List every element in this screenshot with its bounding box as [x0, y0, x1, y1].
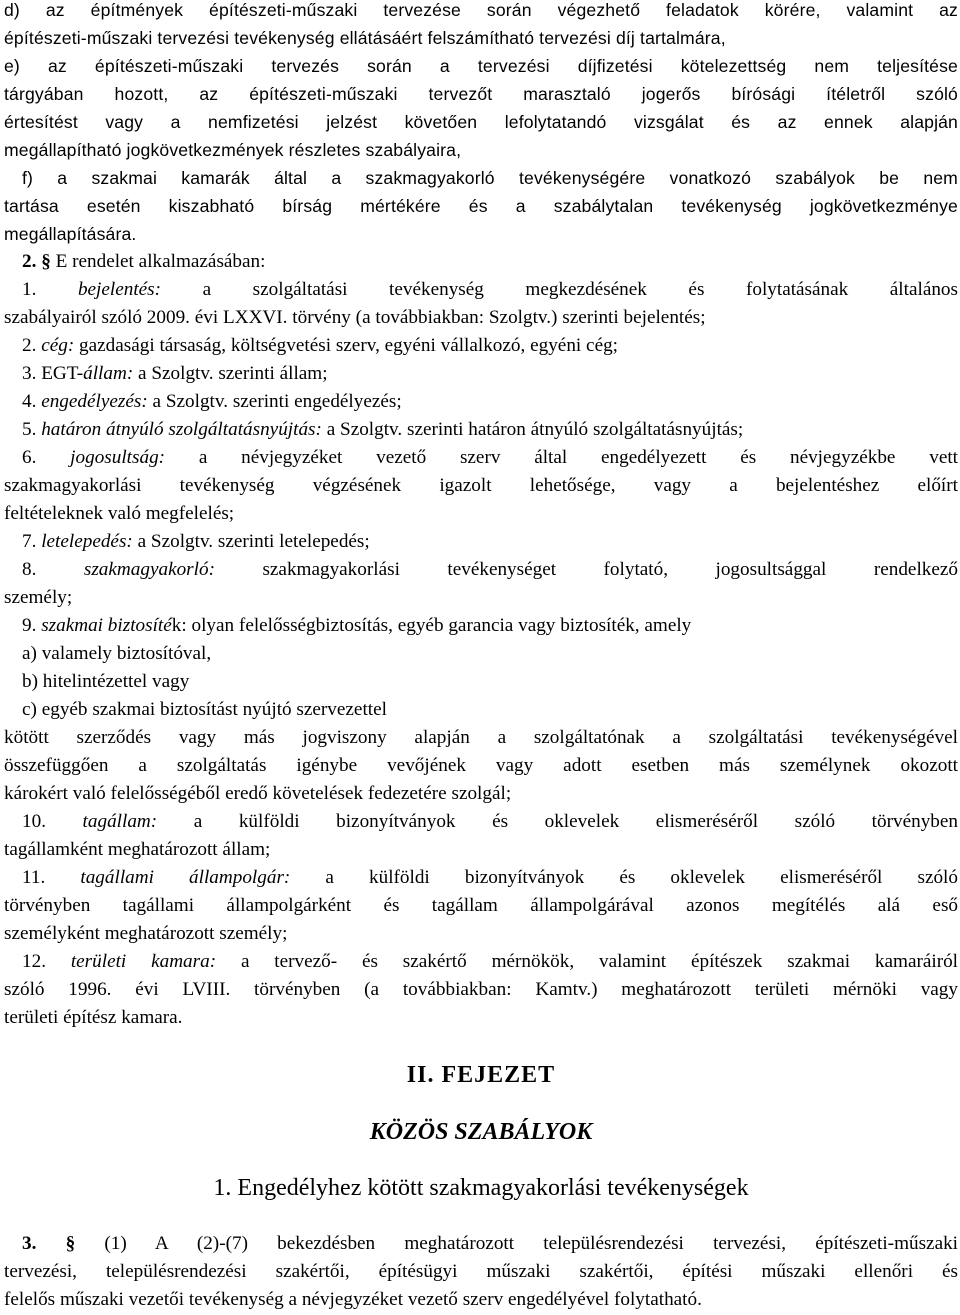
text-line: értesítést vagy a nemfizetési jelzést követően lefolytatandó vizsgálat és az ennek alapján — [4, 112, 958, 132]
definition-10 — [4, 808, 958, 864]
text-line: megállapítására. — [4, 224, 137, 244]
def-num: 10. — [22, 811, 83, 832]
section-intro: E rendelet alkalmazásában: — [50, 251, 266, 272]
text-line: felelős műszaki vezetői tevékenység a névjegyzéket vezető szerv engedélyével folytatható. — [4, 1289, 702, 1310]
def-term: bejelentés: — [77, 279, 162, 300]
def-term: szakmagyakorló: — [83, 559, 215, 580]
item-d — [4, 0, 958, 52]
definition-4 — [4, 388, 958, 416]
section-3-paragraph — [4, 1230, 958, 1314]
text-line: szóló 1996. évi LVIII. törvényben (a továbbiakban: Kamtv.) meghatározott területi mérnöki vagy — [4, 979, 958, 1000]
def-num: 8. — [22, 559, 84, 580]
def-term: letelepedés: — [41, 531, 133, 552]
def-text: a Szolgtv. szerinti határon átnyúló szolgáltatásnyújtás; — [321, 419, 744, 440]
text-line: összefüggően a szolgáltatás igénybe vevőjének vagy adott esetben más személynek okozott — [4, 755, 958, 776]
def-term: területi kamara: — [70, 951, 217, 972]
def-text: a külföldi bizonyítványok és oklevelek elismeréséről szóló törvényben — [157, 811, 958, 832]
text-line: személyként meghatározott személy; — [4, 923, 288, 944]
def-num: 1. — [22, 279, 78, 300]
def-num: 12. — [22, 951, 71, 972]
definition-12 — [4, 948, 958, 1032]
text-line: szakmagyakorlási tevékenység végzésének igazolt lehetősége, vagy a bejelentéshez előírt — [4, 475, 958, 496]
text-line: szabályairól szóló 2009. évi LXXVI. törvény (a továbbiakban: Szolgtv.) szerinti bejelentés; — [4, 307, 706, 328]
list-items-def — [4, 0, 958, 248]
def-num: 9. — [22, 615, 42, 636]
definition-2 — [4, 332, 958, 360]
item-f — [4, 164, 958, 248]
def-term: tagállam: — [82, 811, 158, 832]
def-text: k: olyan felelősségbiztosítás, egyéb garancia vagy biztosíték, amely — [171, 615, 692, 636]
def-term: jogosultság: — [70, 447, 166, 468]
section-title-block — [4, 1173, 958, 1203]
def-text: a szolgáltatási tevékenység megkezdésének és folytatásának általános — [161, 279, 958, 300]
def-term: határon átnyúló szolgáltatásnyújtás: — [41, 419, 322, 440]
def-num: 2. — [22, 335, 42, 356]
section-number: 3. — [22, 1233, 37, 1254]
sub-item-c: c) egyéb szakmai biztosítást nyújtó szervezettel — [22, 699, 387, 720]
def-text: a tervező- és szakértő mérnökök, valamint építészek szakmai kamaráiról — [216, 951, 959, 972]
section-sign: § — [36, 1233, 76, 1254]
text-line: kötött szerződés vagy más jogviszony alapján a szolgáltatónak a szolgáltatási tevékenységével — [4, 727, 958, 748]
item-e — [4, 52, 958, 164]
definition-3 — [4, 360, 958, 388]
sub-item-b: b) hitelintézettel vagy — [22, 671, 190, 692]
text-line: d) az építmények építészeti-műszaki tervezése során végezhető feladatok körére, valamint az — [4, 0, 958, 20]
def-num: 3. EGT- — [22, 363, 84, 384]
text-line: tárgyában hozott, az építészeti-műszaki tervezőt marasztaló jogerős bírósági ítéletről szóló — [4, 84, 958, 104]
definition-11 — [4, 864, 958, 948]
section-3 — [4, 1230, 958, 1314]
section-number: 2. — [22, 251, 37, 272]
def-text: a névjegyzéket vezető szerv által engedélyezett és névjegyzékbe vett — [165, 447, 958, 468]
def-num: 4. — [22, 391, 42, 412]
text-line: törvényben tagállami állampolgárként és tagállam állampolgárával azonos megítélés alá eső — [4, 895, 958, 916]
chapter-number: II. FEJEZET — [406, 1062, 556, 1088]
definition-5 — [4, 416, 958, 444]
chapter-heading — [4, 1060, 958, 1090]
text-line: területi építész kamara. — [4, 1007, 183, 1028]
def-text: a Szolgtv. szerinti állam; — [133, 363, 328, 384]
sub-item-a: a) valamely biztosítóval, — [22, 643, 212, 664]
def-term: cég: — [41, 335, 75, 356]
chapter-title: KÖZÖS SZABÁLYOK — [369, 1119, 593, 1145]
text-line: tagállamként meghatározott állam; — [4, 839, 271, 860]
text-line: megállapítható jogkövetkezmények részletes szabályaira, — [4, 140, 462, 160]
chapter-title-block — [4, 1117, 958, 1147]
definition-1 — [4, 276, 958, 332]
text-line: tartása esetén kiszabható bírság mértékére és a szabálytalan tevékenység jogkövetkezménye — [4, 196, 958, 216]
text-line: építészeti-műszaki tervezési tevékenység ellátásáért felszámítható tervezési díj tartalmára, — [4, 28, 726, 48]
def-term: tagállami állampolgár: — [80, 867, 291, 888]
definition-6 — [4, 444, 958, 528]
def-text: a külföldi bizonyítványok és oklevelek elismeréséről szóló — [290, 867, 958, 888]
def-term: állam: — [83, 363, 134, 384]
section-2-heading — [4, 248, 958, 276]
def-text: a Szolgtv. szerinti engedélyezés; — [147, 391, 402, 412]
definition-8 — [4, 556, 958, 612]
text-line: (1) A (2)-(7) bekezdésben meghatározott településrendezési tervezési, építészeti-műszaki — [75, 1233, 959, 1254]
def-text: szakmagyakorlási tevékenységet folytató, jogosultsággal rendelkező — [214, 559, 958, 580]
text-line: személy; — [4, 587, 73, 608]
text-line: tervezési, településrendezési szakértői, építésügyi műszaki szakértői, építési műszaki ellenőri és — [4, 1261, 958, 1282]
definition-7 — [4, 528, 958, 556]
definition-9 — [4, 612, 958, 808]
def-term: szakmai biztosíté — [41, 615, 172, 636]
def-term: engedélyezés: — [41, 391, 148, 412]
def-text: gazdasági társaság, költségvetési szerv, egyéni vállalkozó, egyéni cég; — [74, 335, 619, 356]
text-line: f) a szakmai kamarák által a szakmagyakorló tevékenységére vonatkozó szabályok be nem — [22, 168, 958, 188]
text-line: károkért való felelősségéből eredő követelések fedezetére szolgál; — [4, 783, 512, 804]
def-num: 11. — [22, 867, 81, 888]
section-sign: § — [41, 251, 51, 272]
section-2 — [4, 248, 958, 1032]
text-line: feltételeknek való megfelelés; — [4, 503, 235, 524]
def-num: 5. — [22, 419, 42, 440]
section-title: 1. Engedélyhez kötött szakmagyakorlási tevékenységek — [213, 1175, 749, 1201]
text-line: e) az építészeti-műszaki tervezés során a tervezési díjfizetési kötelezettség nem teljesítése — [4, 56, 958, 76]
def-text: a Szolgtv. szerinti letelepedés; — [132, 531, 370, 552]
def-num: 6. — [22, 447, 71, 468]
def-num: 7. — [22, 531, 42, 552]
